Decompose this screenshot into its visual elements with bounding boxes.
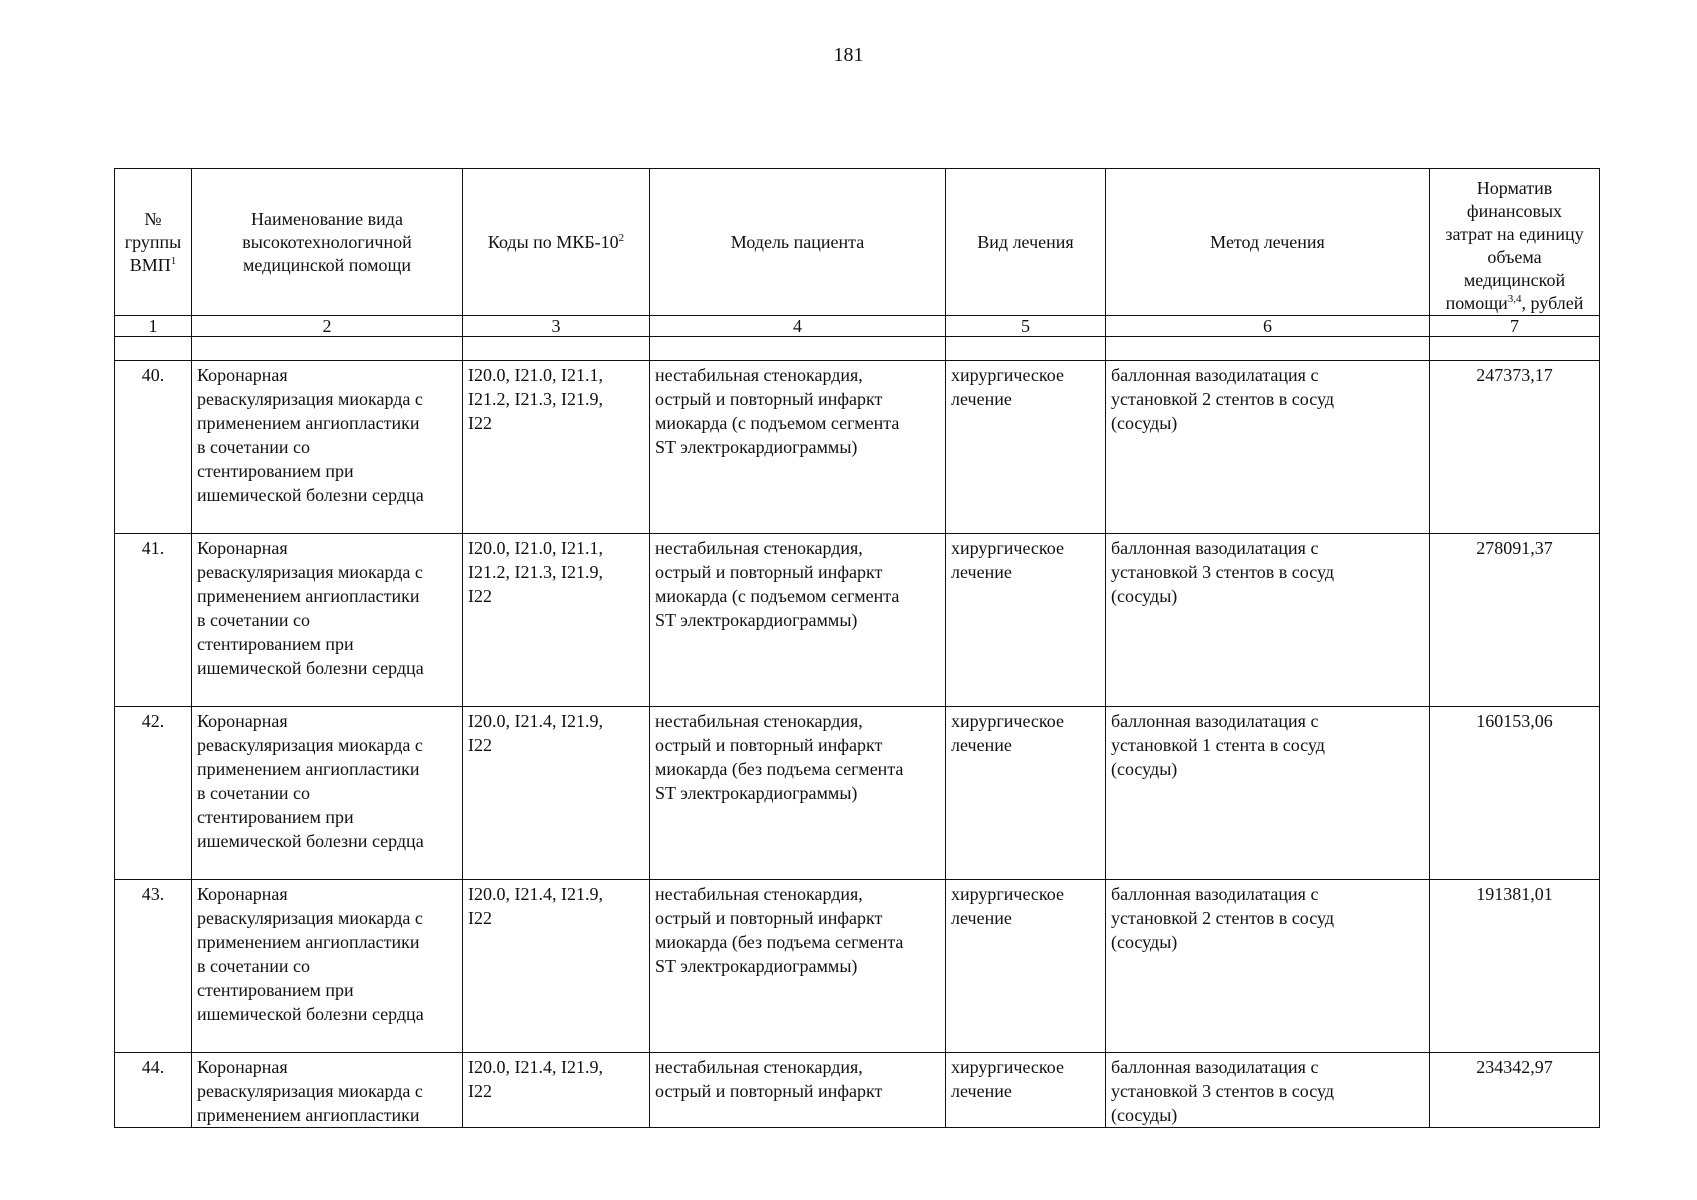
- patient-model: [650, 1053, 946, 1128]
- column-number: 6: [1106, 316, 1430, 337]
- care-type-name-line: Коронарная: [197, 365, 288, 385]
- care-type-name-line: стентированием при: [197, 980, 354, 1000]
- treatment-kind-line: лечение: [951, 389, 1012, 409]
- cost-standard: 247373,17: [1430, 361, 1600, 534]
- care-type-name: [192, 1053, 463, 1128]
- treatment-kind: [946, 707, 1106, 880]
- icd-codes-line: I22: [468, 1081, 492, 1101]
- footnote-mark: 3,4: [1507, 293, 1522, 305]
- care-type-name-line: применением ангиопластики: [197, 413, 420, 433]
- header-row: [115, 169, 1600, 316]
- care-type-name-line: Коронарная: [197, 538, 288, 558]
- treatment-kind: [946, 534, 1106, 707]
- care-type-name-line: реваскуляризация миокарда с: [197, 562, 423, 582]
- care-type-name-line: стентированием при: [197, 807, 354, 827]
- patient-model: [650, 707, 946, 880]
- column-number: 2: [192, 316, 463, 337]
- row-number: 43.: [115, 880, 192, 1053]
- treatment-method-line: установкой 2 стентов в сосуд: [1111, 389, 1334, 409]
- column-number: 1: [115, 316, 192, 337]
- treatment-kind-line: лечение: [951, 908, 1012, 928]
- treatment-kind-line: лечение: [951, 562, 1012, 582]
- icd-codes-line: I20.0, I21.0, I21.1,: [468, 365, 603, 385]
- patient-model-line: нестабильная стенокардия,: [655, 1057, 863, 1077]
- header-name-line: медицинской помощи: [243, 254, 411, 275]
- column-number-row: [115, 316, 1600, 337]
- treatment-kind: [946, 880, 1106, 1053]
- vmp-table: [114, 168, 1600, 1128]
- patient-model-line: миокарда (без подъема сегмента: [655, 932, 904, 952]
- patient-model-line: ST электрокардиограммы): [655, 610, 858, 630]
- treatment-method: [1106, 880, 1430, 1053]
- icd-codes: [463, 361, 650, 534]
- patient-model-line: острый и повторный инфаркт: [655, 1081, 883, 1101]
- table-row: [115, 707, 1600, 880]
- icd-codes-line: I21.2, I21.3, I21.9,: [468, 389, 603, 409]
- header-codes-label: Коды по МКБ-10: [487, 231, 619, 252]
- cost-standard: 191381,01: [1430, 880, 1600, 1053]
- patient-model: [650, 534, 946, 707]
- treatment-method-line: (сосуды): [1111, 932, 1178, 952]
- header-group: [115, 169, 192, 316]
- patient-model-line: ST электрокардиограммы): [655, 437, 858, 457]
- treatment-method-line: установкой 3 стентов в сосуд: [1111, 1081, 1334, 1101]
- icd-codes-line: I20.0, I21.0, I21.1,: [468, 538, 603, 558]
- icd-codes: [463, 880, 650, 1053]
- table-row: [115, 1053, 1600, 1128]
- treatment-method-line: установкой 2 стентов в сосуд: [1111, 908, 1334, 928]
- care-type-name-line: ишемической болезни сердца: [197, 658, 424, 678]
- care-type-name-line: Коронарная: [197, 711, 288, 731]
- icd-codes-line: I20.0, I21.4, I21.9,: [468, 711, 603, 731]
- care-type-name-line: реваскуляризация миокарда с: [197, 389, 423, 409]
- care-type-name: [192, 534, 463, 707]
- care-type-name-line: применением ангиопластики: [197, 1105, 420, 1125]
- treatment-kind-line: лечение: [951, 735, 1012, 755]
- care-type-name-line: Коронарная: [197, 884, 288, 904]
- treatment-method: [1106, 1053, 1430, 1128]
- care-type-name: [192, 707, 463, 880]
- header-group-line: №: [144, 208, 162, 229]
- patient-model-line: миокарда (с подъемом сегмента: [655, 586, 900, 606]
- treatment-kind-line: хирургическое: [951, 711, 1064, 731]
- header-name-line: Наименование вида: [251, 208, 403, 229]
- row-number: 44.: [115, 1053, 192, 1128]
- icd-codes-line: I20.0, I21.4, I21.9,: [468, 1057, 603, 1077]
- patient-model-line: острый и повторный инфаркт: [655, 562, 883, 582]
- care-type-name-line: применением ангиопластики: [197, 759, 420, 779]
- treatment-method: [1106, 361, 1430, 534]
- treatment-method-line: (сосуды): [1111, 413, 1178, 433]
- header-model: Модель пациента: [650, 169, 946, 316]
- care-type-name-line: реваскуляризация миокарда с: [197, 735, 423, 755]
- patient-model-line: нестабильная стенокардия,: [655, 365, 863, 385]
- treatment-method-line: (сосуды): [1111, 586, 1178, 606]
- header-group-line: ВМП: [129, 254, 171, 275]
- row-number: 42.: [115, 707, 192, 880]
- patient-model-line: острый и повторный инфаркт: [655, 908, 883, 928]
- treatment-method-line: баллонная вазодилатация с: [1111, 1057, 1319, 1077]
- care-type-name-line: применением ангиопластики: [197, 932, 420, 952]
- care-type-name: [192, 361, 463, 534]
- care-type-name: [192, 880, 463, 1053]
- page-number: 181: [833, 44, 864, 66]
- icd-codes-line: I22: [468, 908, 492, 928]
- care-type-name-line: в сочетании со: [197, 610, 311, 630]
- footnote-mark: 2: [618, 231, 625, 244]
- patient-model-line: нестабильная стенокардия,: [655, 711, 863, 731]
- treatment-method-line: баллонная вазодилатация с: [1111, 365, 1319, 385]
- header-method: Метод лечения: [1106, 169, 1430, 316]
- care-type-name-line: ишемической болезни сердца: [197, 831, 424, 851]
- header-name: [192, 169, 463, 316]
- header-name-line: высокотехнологичной: [242, 231, 412, 252]
- patient-model: [650, 361, 946, 534]
- treatment-method-line: баллонная вазодилатация с: [1111, 711, 1319, 731]
- row-number: 40.: [115, 361, 192, 534]
- icd-codes: [463, 707, 650, 880]
- header-cost: [1430, 169, 1600, 316]
- treatment-method-line: установкой 3 стентов в сосуд: [1111, 562, 1334, 582]
- cost-standard: 234342,97: [1430, 1053, 1600, 1128]
- care-type-name-line: в сочетании со: [197, 437, 311, 457]
- care-type-name-line: применением ангиопластики: [197, 586, 420, 606]
- header-cost-line: , рублей: [1521, 293, 1584, 313]
- table-row: [115, 880, 1600, 1053]
- icd-codes: [463, 1053, 650, 1128]
- care-type-name-line: ишемической болезни сердца: [197, 1004, 424, 1024]
- header-cost-line: финансовых: [1466, 201, 1563, 221]
- footnote-mark: 1: [170, 254, 177, 267]
- care-type-name-line: Коронарная: [197, 1057, 288, 1077]
- treatment-kind: [946, 361, 1106, 534]
- icd-codes-line: I21.2, I21.3, I21.9,: [468, 562, 603, 582]
- icd-codes: [463, 534, 650, 707]
- patient-model-line: острый и повторный инфаркт: [655, 389, 883, 409]
- table-body: [115, 361, 1600, 1128]
- care-type-name-line: стентированием при: [197, 634, 354, 654]
- treatment-kind: [946, 1053, 1106, 1128]
- treatment-method-line: баллонная вазодилатация с: [1111, 538, 1319, 558]
- treatment-kind-line: лечение: [951, 1081, 1012, 1101]
- treatment-method-line: баллонная вазодилатация с: [1111, 884, 1319, 904]
- cost-standard: 160153,06: [1430, 707, 1600, 880]
- column-number: 3: [463, 316, 650, 337]
- header-cost-line: помощи: [1445, 293, 1508, 313]
- header-cost-line: Норматив: [1476, 178, 1553, 198]
- treatment-kind-line: хирургическое: [951, 1057, 1064, 1077]
- treatment-kind-line: хирургическое: [951, 365, 1064, 385]
- header-group-line: группы: [124, 231, 182, 252]
- column-number: 7: [1430, 316, 1600, 337]
- treatment-method: [1106, 534, 1430, 707]
- header-cost-line: объема: [1487, 247, 1542, 267]
- patient-model-line: острый и повторный инфаркт: [655, 735, 883, 755]
- treatment-method-line: (сосуды): [1111, 1105, 1178, 1125]
- table-row: [115, 534, 1600, 707]
- header-cost-line: затрат на единицу: [1445, 224, 1584, 244]
- icd-codes-line: I22: [468, 413, 492, 433]
- care-type-name-line: стентированием при: [197, 461, 354, 481]
- table-row: [115, 361, 1600, 534]
- treatment-method-line: (сосуды): [1111, 759, 1178, 779]
- treatment-method-line: установкой 1 стента в сосуд: [1111, 735, 1325, 755]
- patient-model-line: нестабильная стенокардия,: [655, 884, 863, 904]
- patient-model-line: ST электрокардиограммы): [655, 956, 858, 976]
- row-number: 41.: [115, 534, 192, 707]
- column-number: 5: [946, 316, 1106, 337]
- patient-model-line: ST электрокардиограммы): [655, 783, 858, 803]
- spacer-row: [115, 337, 1600, 361]
- icd-codes-line: I20.0, I21.4, I21.9,: [468, 884, 603, 904]
- header-codes: [463, 169, 650, 316]
- icd-codes-line: I22: [468, 586, 492, 606]
- column-number: 4: [650, 316, 946, 337]
- patient-model-line: миокарда (без подъема сегмента: [655, 759, 904, 779]
- header-kind: Вид лечения: [946, 169, 1106, 316]
- patient-model: [650, 880, 946, 1053]
- patient-model-line: миокарда (с подъемом сегмента: [655, 413, 900, 433]
- treatment-method: [1106, 707, 1430, 880]
- treatment-kind-line: хирургическое: [951, 538, 1064, 558]
- patient-model-line: нестабильная стенокардия,: [655, 538, 863, 558]
- care-type-name-line: реваскуляризация миокарда с: [197, 1081, 423, 1101]
- care-type-name-line: реваскуляризация миокарда с: [197, 908, 423, 928]
- care-type-name-line: в сочетании со: [197, 783, 311, 803]
- cost-standard: 278091,37: [1430, 534, 1600, 707]
- icd-codes-line: I22: [468, 735, 492, 755]
- care-type-name-line: ишемической болезни сердца: [197, 485, 424, 505]
- care-type-name-line: в сочетании со: [197, 956, 311, 976]
- treatment-kind-line: хирургическое: [951, 884, 1064, 904]
- header-cost-line: медицинской: [1463, 270, 1566, 290]
